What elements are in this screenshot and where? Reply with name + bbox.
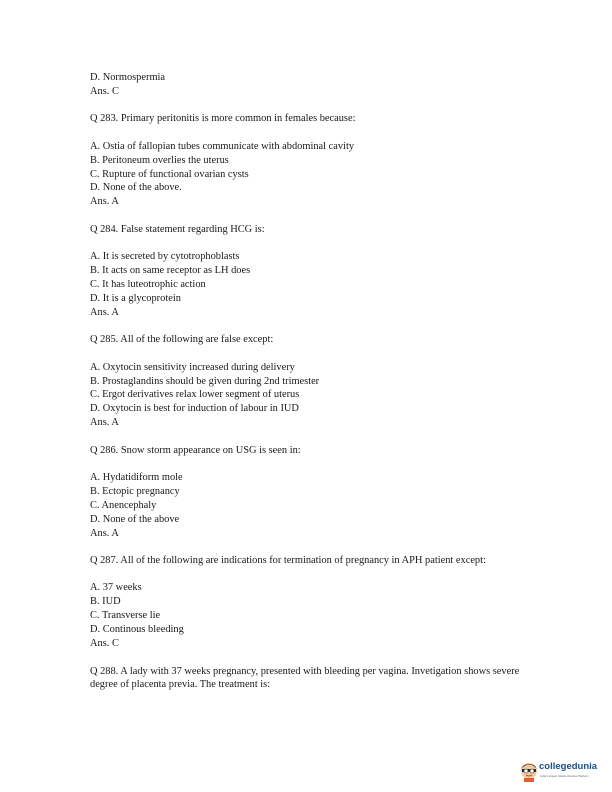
option: A. 37 weeks: [90, 582, 142, 594]
option: B. Peritoneum overlies the uterus: [90, 154, 229, 166]
option: B. Prostaglandins should be given during 2nd trimester: [90, 375, 320, 387]
option: A. It is secreted by cytotrophoblasts: [90, 251, 240, 263]
mascot-icon: [519, 760, 539, 782]
question-284: Q 284. False statement regarding HCG is:: [90, 223, 265, 235]
option: D. None of the above: [90, 513, 180, 525]
option-d-prev: D. Normospermia: [90, 72, 166, 83]
option: A. Hydatidiform mole: [90, 472, 183, 484]
options-285: [90, 361, 530, 431]
option: D. It is a glycoprotein: [90, 292, 181, 304]
logo-name: collegedunia: [539, 761, 598, 772]
answer: Ans. A: [90, 306, 119, 318]
answer: Ans. A: [90, 527, 119, 539]
options-283: [90, 140, 530, 210]
question-288: Q 288. A lady with 37 weeks pregnancy, presented with bleeding per vagina. Invetigation shows severe degree of placenta previa. The treatment is:: [90, 665, 520, 691]
answer: Ans. A: [90, 196, 119, 208]
option: D. None of the above.: [90, 182, 182, 194]
answer: Ans. C: [90, 638, 119, 650]
option: A. Ostia of fallopian tubes communicate with abdominal cavity: [90, 140, 355, 152]
collegedunia-logo: [519, 756, 603, 786]
options-284: [90, 250, 530, 320]
options-286: [90, 471, 530, 541]
answer: Ans. A: [90, 417, 119, 429]
option: A. Oxytocin sensitivity increased during delivery: [90, 361, 295, 373]
option: D. Oxytocin is best for induction of labour in IUD: [90, 403, 299, 415]
option: C. Anencephaly: [90, 499, 157, 511]
document-page: [90, 71, 530, 692]
question-286: Q 286. Snow storm appearance on USG is seen in:: [90, 444, 301, 456]
question-283: Q 283. Primary peritonitis is more common in females because:: [90, 113, 356, 125]
option: B. Ectopic pregnancy: [90, 485, 180, 497]
option: C. Rupture of functional ovarian cysts: [90, 168, 249, 180]
option: C. It has luteotrophic action: [90, 278, 206, 290]
question-285: Q 285. All of the following are false except:: [90, 334, 274, 346]
options-287: [90, 581, 530, 651]
option: D. Continous bleeding: [90, 624, 184, 636]
option: C. Ergot derivatives relax lower segment of uterus: [90, 389, 300, 401]
option: B. IUD: [90, 596, 121, 608]
logo-tagline: India's largest Student Review Platform: [540, 774, 589, 778]
question-287: Q 287. All of the following are indications for termination of pregnancy in APH patient except:: [90, 555, 486, 567]
option: B. It acts on same receptor as LH does: [90, 265, 251, 277]
option: C. Transverse lie: [90, 610, 161, 622]
answer-prev: Ans. C: [90, 85, 119, 97]
